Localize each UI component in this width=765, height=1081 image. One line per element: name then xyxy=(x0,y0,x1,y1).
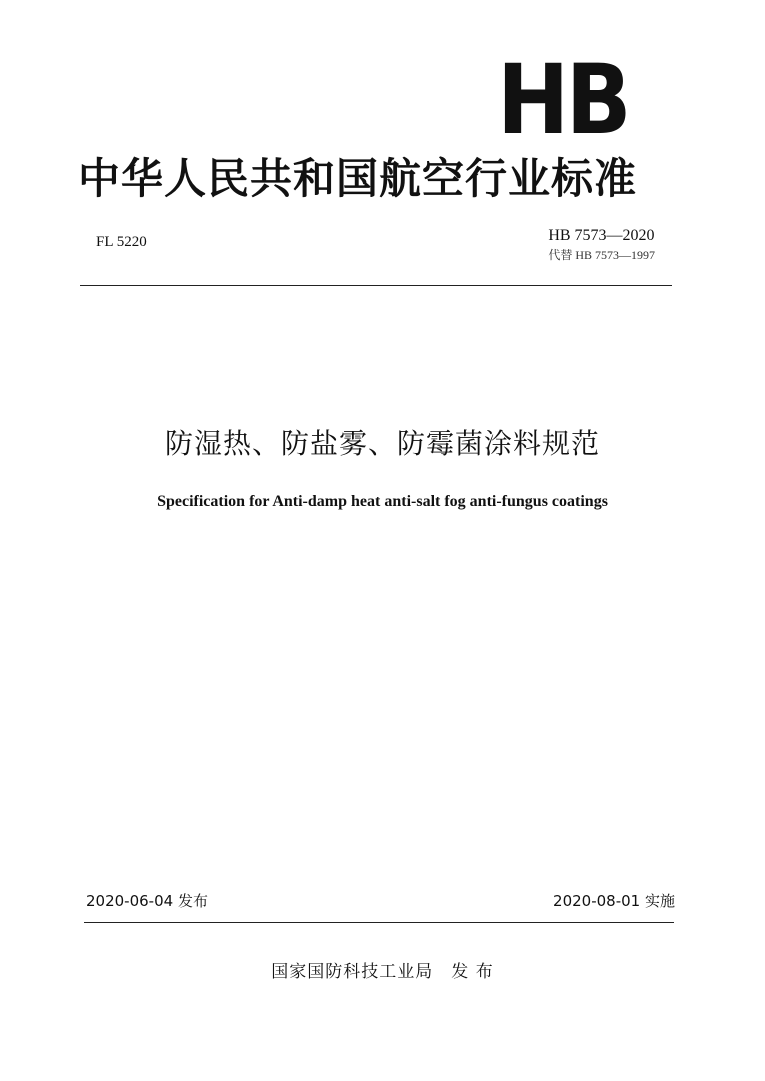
issue-date: 2020-06-04 发布 xyxy=(86,892,208,910)
classification-number: FL 5220 xyxy=(96,234,147,250)
document-title-chinese: 防湿热、防盐雾、防霉菌涂料规范 xyxy=(164,427,600,460)
implementation-date: 2020-08-01 实施 xyxy=(553,892,675,910)
bottom-divider xyxy=(84,922,674,923)
publisher-line xyxy=(0,957,765,982)
standard-number: HB 7573—2020 xyxy=(548,227,655,244)
hb-logo: HB xyxy=(497,44,628,156)
replaces-standard: 代替 HB 7573—1997 xyxy=(548,248,655,262)
top-divider xyxy=(80,285,672,286)
organization-title: 中华人民共和国航空行业标准 xyxy=(78,154,638,203)
publisher-name: 国家国防科技工业局 xyxy=(271,962,434,982)
document-title-english: Specification for Anti-damp heat anti-salt fog anti-fungus coatings xyxy=(157,493,608,510)
publish-action: 发 布 xyxy=(451,962,494,982)
standard-number-block xyxy=(548,226,655,264)
